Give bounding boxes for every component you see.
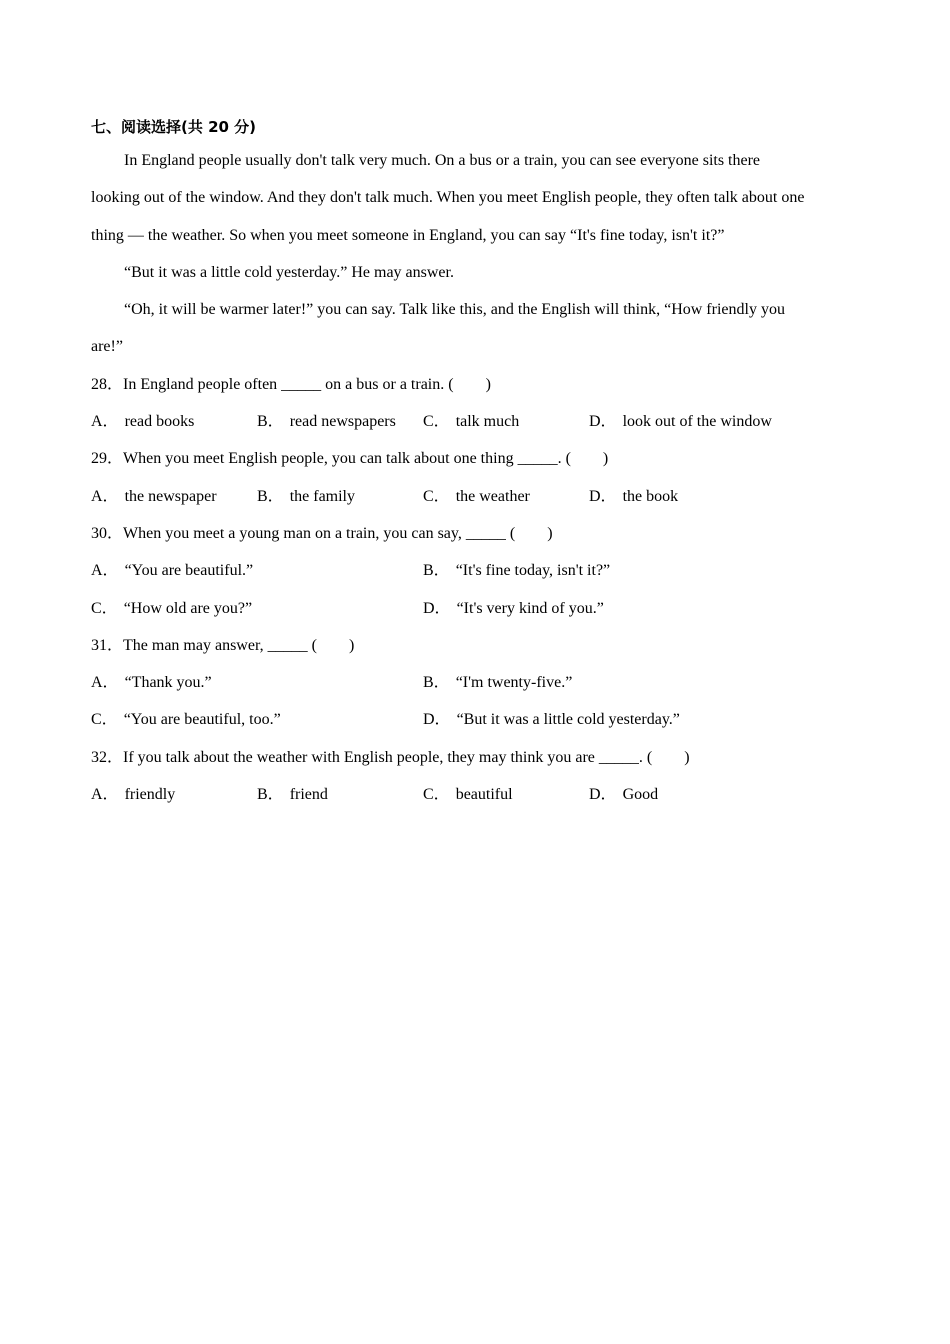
option-letter: B． xyxy=(257,786,284,804)
options-row xyxy=(91,664,811,701)
option-letter: A． xyxy=(91,674,119,692)
option-text: the newspaper xyxy=(124,487,217,505)
option-text: the weather xyxy=(455,487,530,505)
question-32 xyxy=(91,739,811,814)
option-text: friend xyxy=(289,786,328,804)
question-30 xyxy=(91,515,811,627)
option-text: “You are beautiful, too.” xyxy=(123,711,281,729)
option-b[interactable] xyxy=(257,478,423,515)
option-a[interactable] xyxy=(91,403,257,440)
option-letter: C． xyxy=(91,711,118,729)
option-letter: C． xyxy=(91,599,118,617)
option-letter: D． xyxy=(423,711,451,729)
section-title: 七、阅读选择(共 20 分) xyxy=(91,118,257,136)
option-text: the family xyxy=(289,487,355,505)
option-d[interactable] xyxy=(423,701,755,738)
option-letter: D． xyxy=(589,786,617,804)
option-letter: D． xyxy=(589,487,617,505)
option-letter: D． xyxy=(423,599,451,617)
option-d[interactable] xyxy=(589,403,772,440)
question-stem: 28．In England people often _____ on a bus or a train. ( ) xyxy=(91,375,491,393)
option-d[interactable] xyxy=(423,590,755,627)
option-text: “But it was a little cold yesterday.” xyxy=(456,711,680,729)
option-letter: B． xyxy=(423,562,450,580)
option-letter: D． xyxy=(589,413,617,431)
option-b[interactable] xyxy=(423,664,755,701)
passage-paragraph: In England people usually don't talk very much. On a bus or a train, you can see everyone sits there looking out of the window. And they don't talk much. When you meet English people, they often talk about one thing — the weather. So when you meet someone in England, you can say “It's fine today, isn't it?” xyxy=(91,152,805,244)
option-letter: A． xyxy=(91,413,119,431)
option-letter: A． xyxy=(91,487,119,505)
option-c[interactable] xyxy=(91,701,423,738)
option-a[interactable] xyxy=(91,776,257,813)
options-row xyxy=(91,776,811,813)
option-text: friendly xyxy=(124,786,176,804)
option-text: “How old are you?” xyxy=(123,599,253,617)
option-b[interactable] xyxy=(257,403,423,440)
option-letter: B． xyxy=(257,487,284,505)
question-stem: 29．When you meet English people, you can talk about one thing _____. ( ) xyxy=(91,450,609,468)
option-text: Good xyxy=(622,786,659,804)
options-row xyxy=(91,403,811,440)
question-stem: 32．If you talk about the weather with English people, they may think you are _____. ( ) xyxy=(91,748,690,766)
option-text: “It's fine today, isn't it?” xyxy=(455,562,611,580)
option-letter: C． xyxy=(423,487,450,505)
option-letter: A． xyxy=(91,786,119,804)
option-letter: C． xyxy=(423,413,450,431)
exam-page xyxy=(91,112,811,813)
reading-passage xyxy=(91,142,811,366)
option-text: look out of the window xyxy=(622,413,772,431)
option-letter: B． xyxy=(423,674,450,692)
option-c[interactable] xyxy=(423,403,589,440)
options-row xyxy=(91,701,811,738)
option-c[interactable] xyxy=(423,776,589,813)
option-letter: A． xyxy=(91,562,119,580)
option-letter: C． xyxy=(423,786,450,804)
option-b[interactable] xyxy=(423,552,755,589)
option-text: read newspapers xyxy=(289,413,396,431)
option-a[interactable] xyxy=(91,552,423,589)
question-29 xyxy=(91,440,811,515)
option-text: read books xyxy=(124,413,195,431)
option-text: “You are beautiful.” xyxy=(124,562,254,580)
option-c[interactable] xyxy=(423,478,589,515)
passage-paragraph: “Oh, it will be warmer later!” you can say. Talk like this, and the English will think, “How friendly you are!” xyxy=(91,301,785,356)
option-text: “It's very kind of you.” xyxy=(456,599,604,617)
question-stem: 31．The man may answer, _____ ( ) xyxy=(91,636,355,654)
option-b[interactable] xyxy=(257,776,423,813)
option-text: “Thank you.” xyxy=(124,674,212,692)
option-a[interactable] xyxy=(91,478,257,515)
option-a[interactable] xyxy=(91,664,423,701)
passage-paragraph: “But it was a little cold yesterday.” He may answer. xyxy=(124,263,454,281)
options-row xyxy=(91,478,811,515)
option-text: the book xyxy=(622,487,679,505)
question-28 xyxy=(91,366,811,441)
question-stem: 30．When you meet a young man on a train, you can say, _____ ( ) xyxy=(91,524,553,542)
option-text: “I'm twenty-five.” xyxy=(455,674,573,692)
option-d[interactable] xyxy=(589,478,755,515)
question-31 xyxy=(91,627,811,739)
option-letter: B． xyxy=(257,413,284,431)
option-text: talk much xyxy=(455,413,520,431)
options-row xyxy=(91,552,811,589)
option-text: beautiful xyxy=(455,786,513,804)
option-c[interactable] xyxy=(91,590,423,627)
options-row xyxy=(91,590,811,627)
option-d[interactable] xyxy=(589,776,755,813)
